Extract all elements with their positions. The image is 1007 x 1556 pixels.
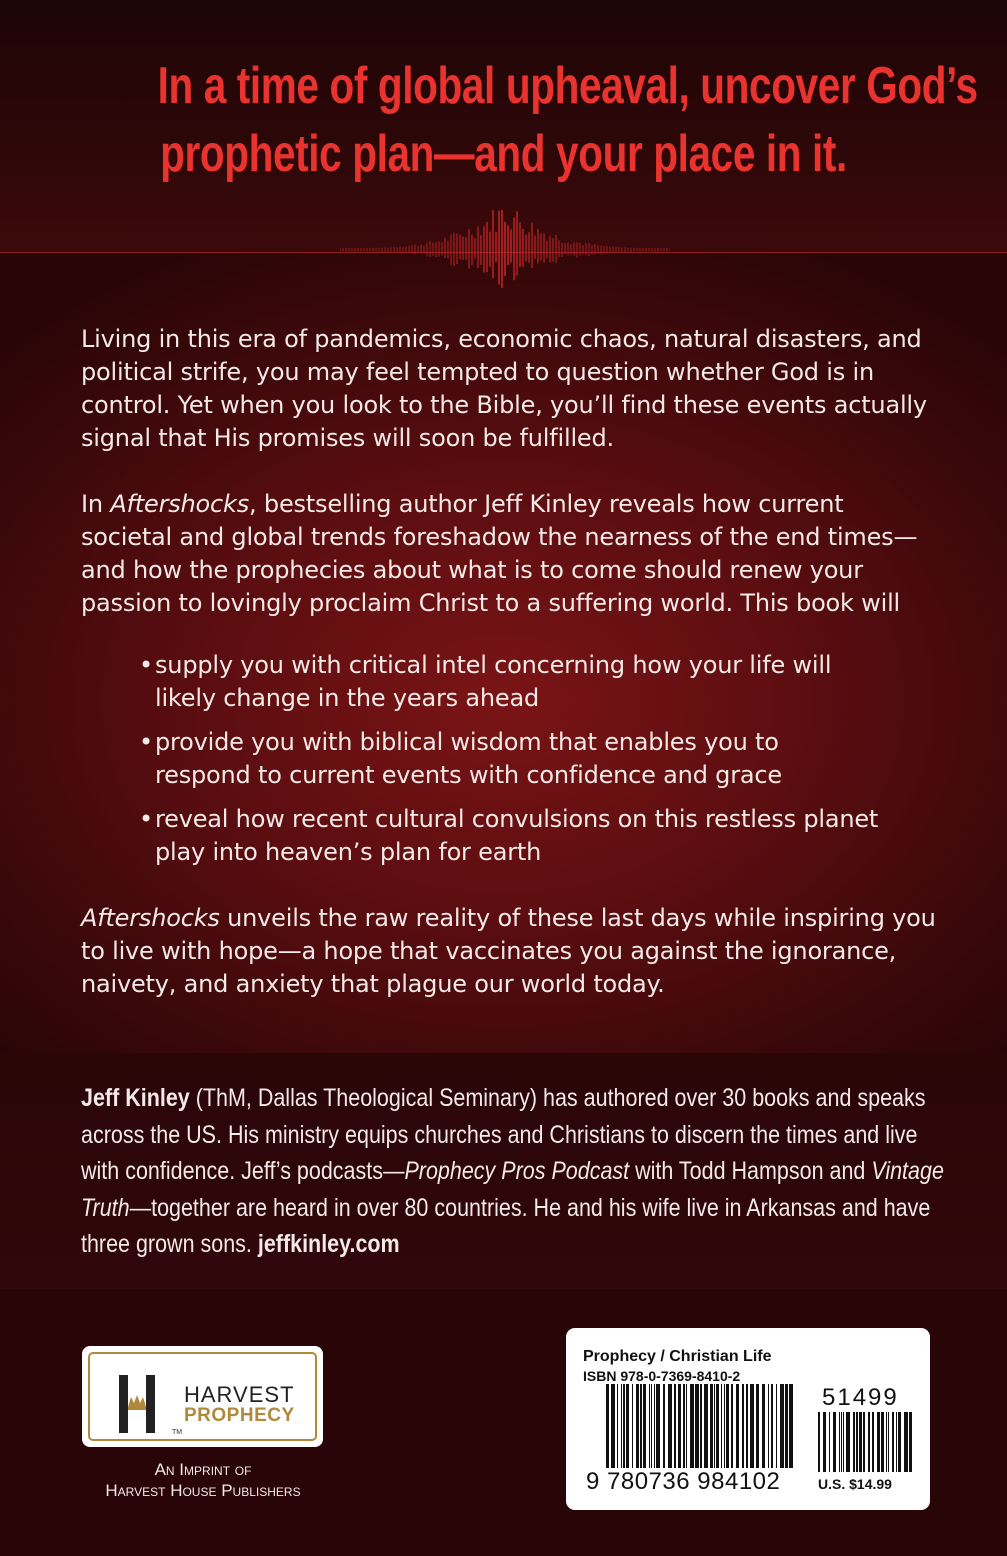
bio-text: three grown sons. [81,1230,258,1258]
author-name: Jeff Kinley [81,1084,190,1112]
paragraph-closing [81,902,951,1001]
logo-border [88,1352,317,1441]
summary-rest: , bestselling author Jeff Kinley reveals how current [249,490,844,518]
summary-prefix: In [81,490,111,518]
list-item-line: • supply you with critical intel concerning how your life will [155,651,832,679]
podcast-title: Vintage [871,1157,944,1185]
paragraph-intro-line: control. Yet when you look to the Bible, you’ll find these events actually [81,391,927,419]
bio-line [81,1153,944,1190]
price-code-digits: 51499 [822,1384,899,1411]
closing-line: to live with hope—a hope that vaccinates you against the ignorance, [81,937,897,965]
headline [157,52,978,188]
trademark-mark: TM [172,1429,183,1436]
barcode-panel [566,1328,930,1510]
headline-line-1: In a time of global upheaval, uncover God’s [157,57,978,115]
book-price: U.S. $14.99 [818,1476,892,1492]
book-title-italic: Aftershocks [81,904,220,932]
bio-text: with Todd Hampson and [629,1157,872,1185]
author-bio [81,1080,944,1263]
bio-line [81,1190,931,1227]
isbn-number: ISBN 978-0-7369-8410-2 [583,1368,741,1384]
list-item [139,649,951,715]
bio-line [81,1226,812,1263]
summary-line: societal and global trends foreshadow the nearness of the end times— [81,523,918,551]
description [81,323,951,1034]
imprint-line: An Imprint of [154,1460,252,1479]
bio-line [81,1080,926,1117]
author-website: jeffkinley.com [257,1230,400,1258]
podcast-title: Truth [81,1193,130,1222]
publisher-logo [82,1346,323,1447]
paragraph-intro-line: signal that His promises will soon be fulfilled. [81,424,614,452]
summary-line: and how the prophecies about what is to come should renew your [81,556,863,584]
imprint-credit [72,1459,334,1501]
book-title-italic: Aftershocks [110,490,250,518]
paragraph-book-summary [81,488,951,620]
closing-line [81,902,951,935]
list-item-line: • reveal how recent cultural convulsions on this restless planet [155,805,879,833]
harvest-h-crown-icon [117,1373,157,1435]
list-item-line: • provide you with biblical wisdom that enables you to [155,728,779,756]
list-item [139,803,951,869]
list-item-line: likely change in the years ahead [155,684,540,712]
logo-prophecy-text: PROPHECY [184,1405,295,1426]
bio-text: —together are heard in over 80 countries. He and his wife live in Arkansas and have [129,1193,931,1222]
seismic-wave-graphic [340,195,670,310]
list-item [139,726,951,792]
summary-line [81,488,951,521]
paragraph-intro-line: Living in this era of pandemics, economic chaos, natural disasters, and [81,325,922,353]
logo-harvest-text: HARVEST [184,1382,295,1407]
benefits-list [139,649,951,869]
book-category: Prophecy / Christian Life [583,1348,772,1365]
paragraph-intro-line: political strife, you may feel tempted to question whether God is in [81,358,874,386]
podcast-title: Prophecy Pros Podcast [404,1157,630,1185]
bio-text: with confidence. Jeff’s podcasts— [81,1157,405,1185]
list-item-line: respond to current events with confidence and grace [155,761,782,789]
list-item-line: play into heaven’s plan for earth [155,838,542,866]
barcode-digits: 9 780736 984102 [586,1468,781,1495]
closing-rest: unveils the raw reality of these last days while inspiring you [219,904,936,932]
closing-line: naivety, and anxiety that plague our world today. [81,970,665,998]
addon-barcode-bars [818,1412,912,1472]
bio-line: across the US. His ministry equips churches and Christians to discern the times and live [81,1120,918,1149]
paragraph-intro [81,323,951,455]
bio-text: (ThM, Dallas Theological Seminary) has authored over 30 books and speaks [189,1084,926,1112]
summary-line: passion to lovingly proclaim Christ to a suffering world. This book will [81,589,901,617]
headline-line-2: prophetic plan—and your place in it. [160,125,847,183]
imprint-line: Harvest House Publishers [105,1481,301,1500]
